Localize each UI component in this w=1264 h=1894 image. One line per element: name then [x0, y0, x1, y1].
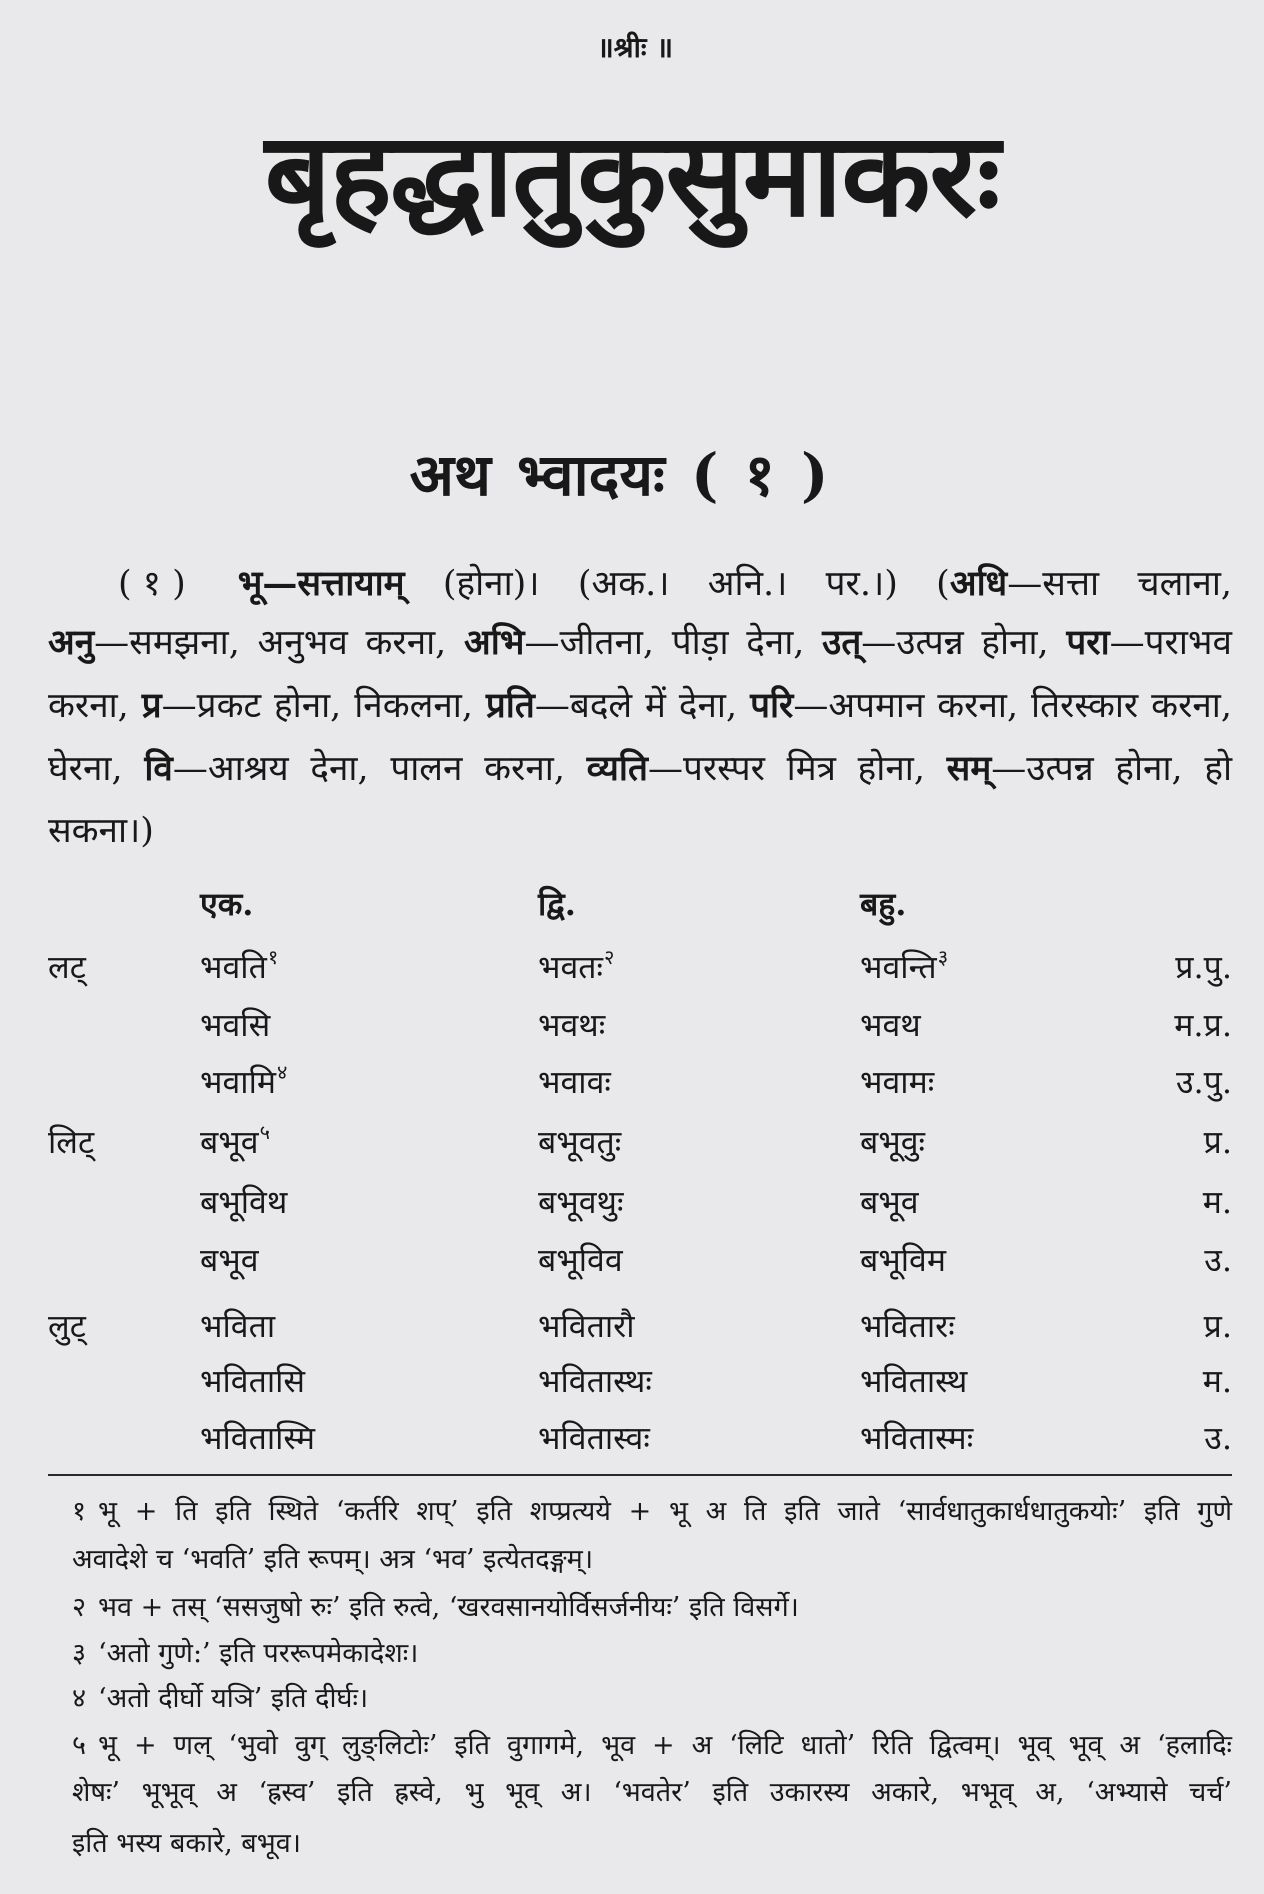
- verb-form: बभूविम: [860, 1241, 946, 1279]
- footnote-line: [72, 1826, 1232, 1862]
- verb-form-cell: [538, 1060, 611, 1104]
- verb-form: भवामि: [200, 1063, 277, 1101]
- invocation: ॥श्रीः ॥: [596, 31, 674, 64]
- footnote-line: [72, 1775, 1232, 1811]
- verb-form: बभूव: [200, 1241, 259, 1279]
- entry-text: —समझना, अनुभव करना,: [94, 623, 465, 663]
- verb-form: भवितास्मि: [200, 1419, 315, 1457]
- entry-text: —उत्पन्न होना, हो: [991, 749, 1233, 789]
- verb-form-cell: [860, 1359, 967, 1403]
- footnote-number: ४: [72, 1683, 87, 1714]
- footnote-text: अवादेशे च ‘भवति’ इति रूपम्। अत्र ‘भव’ इत्येतदङ्गम्।: [72, 1544, 594, 1575]
- footnote-number: ५: [72, 1730, 87, 1761]
- verb-form-cell: [200, 1180, 287, 1224]
- verb-form-cell: [860, 945, 948, 989]
- verb-form-cell: [860, 1238, 946, 1282]
- verb-form-cell: [860, 1304, 955, 1348]
- verb-form-cell: [538, 1304, 634, 1348]
- column-header-singular: एक.: [200, 885, 254, 923]
- bold-term: प्र: [141, 685, 162, 726]
- entry-text: —आश्रय देना, पालन करना,: [172, 749, 587, 789]
- verb-form-cell: [538, 945, 614, 989]
- verb-form: भवावः: [538, 1063, 611, 1101]
- verb-form-cell: [200, 945, 278, 989]
- column-header-dual: द्वि.: [538, 885, 576, 923]
- section-heading: अथ भ्वादयः ( १ ): [409, 441, 829, 509]
- footnote-marker: ४: [277, 1060, 288, 1084]
- footnote-text: ‘अतो दीर्घो यञि’ इति दीर्घः।: [98, 1683, 369, 1714]
- verb-form-cell: [538, 1180, 623, 1224]
- footnote-text: भू + ति इति स्थिते ‘कर्तरि शप्’ इति शप्प्रत्यये + भू अ ति इति जाते ‘सार्वधातुकार्धधातुकयोः’ इति गुणे: [98, 1496, 1232, 1527]
- entry-text: (होना)। (अक.। अनि.। पर.।) (: [404, 564, 950, 604]
- verb-form-cell: [200, 1359, 305, 1403]
- verb-form: भवितास्वः: [538, 1419, 650, 1457]
- verb-form: बभूविथ: [200, 1183, 288, 1221]
- bold-term: व्यति: [586, 748, 648, 789]
- verb-form: भवतः: [538, 948, 603, 986]
- footnote-marker: ५: [259, 1120, 270, 1144]
- verb-form: बभूविव: [538, 1241, 623, 1279]
- entry-text: —सत्ता चलाना,: [1007, 564, 1233, 604]
- verb-form-cell: [860, 1120, 925, 1164]
- verb-form-cell: [860, 1416, 973, 1460]
- footnote-line: [72, 1728, 1232, 1764]
- person-label: प्र.: [1203, 1123, 1232, 1161]
- entry-text: —बदले में देना,: [534, 686, 751, 726]
- lakara-label: लुट्: [48, 1307, 86, 1345]
- column-header-plural: बहु.: [860, 885, 907, 923]
- entry-text: करना,: [48, 686, 142, 726]
- person-label: प्र.पु.: [1175, 948, 1232, 986]
- bold-term: भू—सत्तायाम्: [237, 563, 405, 604]
- verb-form: भवितास्थः: [538, 1362, 652, 1400]
- footnote-text: इति भस्य बकारे, बभूव।: [72, 1828, 301, 1859]
- footnote-number: २: [72, 1592, 87, 1623]
- footnote-rule: [48, 1474, 1232, 1476]
- lakara-label: लट्: [48, 948, 86, 986]
- footnote-text: ‘अतो गुणे:’ इति पररूपमेकादेशः।: [98, 1638, 419, 1669]
- person-label: म.प्र.: [1174, 1006, 1232, 1044]
- person-label: म.: [1202, 1362, 1232, 1400]
- person-label: म.: [1202, 1183, 1232, 1221]
- verb-form-cell: [538, 1003, 605, 1047]
- verb-form: बभूव: [860, 1183, 919, 1221]
- footnote-number: ३: [72, 1638, 87, 1669]
- verb-form-cell: [538, 1120, 621, 1164]
- entry-text: घेरना,: [48, 749, 145, 789]
- entry-line: [118, 562, 1232, 606]
- verb-form: भवितासि: [200, 1362, 306, 1400]
- bold-term: प्रति: [485, 685, 535, 726]
- entry-number: ( १ ): [118, 564, 186, 604]
- verb-form-cell: [200, 1238, 259, 1282]
- verb-form: भवसि: [200, 1006, 271, 1044]
- verb-form-cell: [538, 1359, 652, 1403]
- footnote-line: [72, 1636, 1232, 1672]
- verb-form-cell: [200, 1120, 270, 1164]
- footnote-text: भव + तस् ‘ससजुषो रुः’ इति रुत्वे, ‘खरवसानयोर्विसर्जनीयः’ इति विसर्गे।: [98, 1592, 799, 1623]
- footnote-text: भू + णल् ‘भुवो वुग् लुङ्लिटोः’ इति वुगागमे, भूव + अ ‘लिटि धातो’ रिति द्वित्वम्। भूव् भूव् अ ‘हलादिः: [98, 1730, 1232, 1761]
- verb-form: भवथः: [538, 1006, 606, 1044]
- footnote-line: [72, 1542, 1232, 1578]
- entry-text: सकना।): [48, 811, 154, 851]
- verb-form: भवति: [200, 948, 267, 986]
- verb-form-cell: [860, 1180, 919, 1224]
- verb-form-cell: [200, 1304, 275, 1348]
- verb-form: भवथ: [860, 1006, 921, 1044]
- verb-form: बभूवुः: [860, 1123, 926, 1161]
- verb-form-cell: [860, 1060, 934, 1104]
- person-label: उ.: [1204, 1419, 1232, 1457]
- verb-form: भवामः: [860, 1063, 935, 1101]
- bold-term: सम्: [946, 748, 992, 789]
- entry-line: [48, 684, 1232, 728]
- entry-text: —प्रकट होना, निकलना,: [161, 686, 486, 726]
- entry-text: —पराभव: [1109, 623, 1232, 663]
- entry-text: —उत्पन्न होना,: [861, 623, 1067, 663]
- verb-form-cell: [200, 1416, 315, 1460]
- bold-term: अधि: [949, 563, 1008, 604]
- person-label: उ.पु.: [1175, 1063, 1232, 1101]
- verb-form-cell: [860, 1003, 921, 1047]
- bold-term: वि: [144, 748, 173, 789]
- verb-form-cell: [200, 1003, 270, 1047]
- verb-form-cell: [200, 1060, 287, 1104]
- bold-term: अनु: [48, 622, 95, 663]
- footnote-marker: १: [267, 945, 279, 969]
- entry-line: [48, 621, 1232, 665]
- person-label: उ.: [1204, 1241, 1232, 1279]
- entry-line: [48, 809, 1232, 853]
- footnote-line: [72, 1681, 1232, 1717]
- entry-text: —परस्पर मित्र होना,: [647, 749, 947, 789]
- verb-form: भवितास्मः: [860, 1419, 974, 1457]
- verb-form: बभूवथुः: [538, 1183, 624, 1221]
- verb-form: भविता: [200, 1307, 276, 1345]
- verb-form: बभूवतुः: [538, 1123, 622, 1161]
- bold-term: परि: [750, 685, 794, 726]
- verb-form: भवितारः: [860, 1307, 955, 1345]
- entry-text: —अपमान करना, तिरस्कार करना,: [793, 686, 1232, 726]
- person-label: प्र.: [1203, 1307, 1232, 1345]
- lakara-label: लिट्: [48, 1123, 95, 1161]
- verb-form: भवितास्थ: [860, 1362, 968, 1400]
- footnote-number: १: [72, 1496, 87, 1527]
- entry-line: [48, 747, 1232, 791]
- verb-form: भवन्ति: [860, 948, 937, 986]
- verb-form-cell: [538, 1238, 623, 1282]
- book-title: बृहद्धातुकुसुमाकरः: [264, 107, 1000, 243]
- footnote-line: [72, 1494, 1232, 1530]
- verb-form-cell: [538, 1416, 650, 1460]
- bold-term: उत्: [822, 622, 862, 663]
- bold-term: अभि: [464, 622, 525, 663]
- verb-form: बभूव: [200, 1123, 259, 1161]
- footnote-text: शेषः’ भूभूव् अ ‘ह्रस्व’ इति ह्रस्वे, भु भूव् अ। ‘भवतेर’ इति उकारस्य अकारे, भभूव् अ, ‘अभ्यासे चर्च’: [72, 1777, 1232, 1808]
- verb-form: भवितारौ: [538, 1307, 635, 1345]
- footnote-line: [72, 1590, 1232, 1626]
- footnote-marker: २: [604, 945, 615, 969]
- bold-term: परा: [1066, 622, 1110, 663]
- entry-text: —जीतना, पीड़ा देना,: [524, 623, 823, 663]
- footnote-marker: ३: [937, 945, 949, 969]
